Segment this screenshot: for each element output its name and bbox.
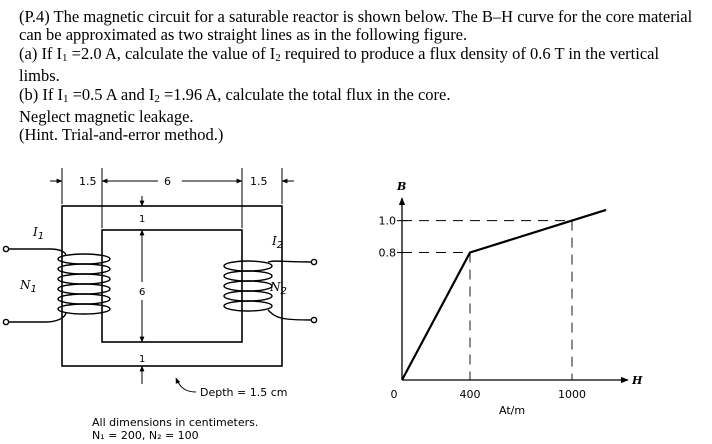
x-tick-label-0: 0 bbox=[390, 388, 398, 401]
part-b-text-3: =1.96 A, calculate the total flux in the core. bbox=[159, 84, 451, 104]
dim-middle-label: 6 bbox=[164, 175, 171, 188]
note-line-2: N₁ = 200, N₂ = 100 bbox=[92, 429, 199, 442]
dimension-note bbox=[92, 416, 258, 442]
problem-neglect: Neglect magnetic leakage. bbox=[19, 107, 194, 127]
dim-window-label: 6 bbox=[139, 287, 146, 298]
winding-1-label: $N_1$ bbox=[20, 278, 37, 295]
winding-2-label: $N_2$ bbox=[270, 280, 287, 297]
part-a-sub-2: 2 bbox=[275, 51, 281, 64]
dim-left-label: 1.5 bbox=[79, 175, 97, 188]
y-tick-label-1: 1.0 bbox=[378, 214, 396, 228]
current-2-label: $I_2$ bbox=[272, 234, 284, 251]
x-tick-label-1: 400 bbox=[459, 388, 481, 401]
part-a-text-1: (a) If I bbox=[19, 43, 63, 63]
note-line-1: All dimensions in centimeters. bbox=[92, 416, 259, 429]
part-b-text-2: =0.5 A and I bbox=[68, 84, 155, 104]
y-tick-label-0: 0.8 bbox=[378, 246, 396, 260]
part-a-sub-1: 1 bbox=[62, 51, 68, 64]
b-axis-label: B bbox=[397, 180, 407, 193]
depth-pointer bbox=[176, 378, 196, 392]
dim-right-label: 1.5 bbox=[250, 175, 268, 188]
depth-label: Depth = 1.5 cm bbox=[200, 386, 288, 399]
x-tick-label-2: 1000 bbox=[558, 388, 586, 401]
bh-chart bbox=[379, 180, 644, 417]
current-1-label: $I_1$ bbox=[33, 225, 45, 242]
part-b-sub-2: 2 bbox=[154, 92, 160, 105]
bh-curve-line bbox=[402, 210, 606, 380]
part-b-text-1: (b) If I bbox=[19, 84, 63, 104]
magnetic-core bbox=[62, 206, 282, 366]
part-b-sub-1: 1 bbox=[62, 92, 69, 105]
h-unit-label: At/m bbox=[499, 404, 526, 417]
part-a-text-3: required to produce a flux density of 0.6 T in the vertical limbs. bbox=[19, 43, 660, 86]
problem-hint: (Hint. Trial-and-error method.) bbox=[19, 125, 224, 145]
problem-intro: (P.4) The magnetic circuit for a saturable reactor is shown below. The B–H curve for the core material can be approximated as two straight lines as in the following figure. bbox=[19, 7, 693, 45]
dim-top-limb-label: 1 bbox=[139, 214, 146, 225]
core-window-outline bbox=[102, 230, 242, 342]
dim-bottom-limb-label: 1 bbox=[139, 354, 146, 365]
part-a-text-2: =2.0 A, calculate the value of I bbox=[67, 43, 276, 63]
h-axis-label: H bbox=[632, 374, 643, 387]
